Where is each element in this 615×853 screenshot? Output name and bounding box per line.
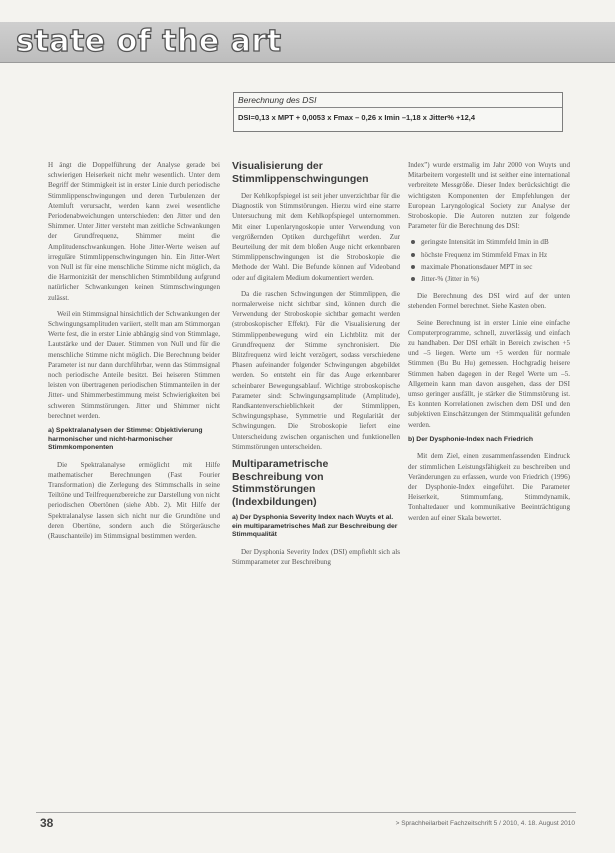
list-item: geringste Intensität im Stimmfeld Imin in dB	[408, 237, 570, 247]
paragraph: Der Kehlkopfspiegel ist seit jeher unverzichtbar für die Diagnostik von Stimmstörungen. Hierzu wird eine starre Untersuchung mit dem Kehlkopfspiegel unternommen. Mit einer Lupenlaryngoskopie unter Verwendung von vergrößernden Optiken durchgeführt werden. Zur Beurteilung der mit dem bloßen Auge nicht erkennbaren Stimmlippenschwingungen ist die Stroboskopie die Methode der Wahl. Die Befunde können auf Videoband oder auf digitalem Medium dokumentiert werden.	[232, 192, 400, 282]
page-number: 38	[40, 816, 54, 830]
paragraph: Index”) wurde erstmalig im Jahr 2000 von Wuyts und Mitarbeitern vorgestellt und ist seither eine international verbreitete Messgröße. Dieser Index berücksichtigt die wichtigsten Komponenten der Empfehlungen der European Laryngological Society zur Analyse der Stroboskopie. Die Autoren nutzten zur folgende Parameter für die Berechnung des DSI:	[408, 161, 570, 231]
paragraph: Mit dem Ziel, einen zusammenfassenden Eindruck der stimmlichen Leistungsfähigkeit zu beschreiben und Veränderungen zu erfassen, wurde von Friedrich (1996) der Dysphonie-Index eingeführt. Die Parameter Heiserkeit, Stimmumfang, Stimmdynamik, Tonhaltedauer und kommunikative Beeinträchtigung werden auf einer Skala bewertet.	[408, 452, 570, 522]
paragraph: Weil ein Stimmsignal hinsichtlich der Schwankungen der Schwingungsamplituden variiert, stellt man am Stimmorgan Werte fest, die in erster Linie abhängig sind von Stimmlage, Lautstärke und der Dauer. Stimmen von Null und für die menschliche Stimme nicht möglich. Die Berechnung beider Parameter ist nur dann durchführbar, wenn das Stimmsignal noch periodische Anteile besitzt. Bei heiseren Stimmen leisten von übertragenen periodischen Stimmanteilen in der Jitter- und Shimmerbestimmung meist Schwierigkeiten bei schweren Stimmstörungen. Jitter und Shimmer nicht berechnet werden.	[48, 309, 220, 420]
header-divider	[0, 62, 615, 63]
dsi-formula: DSI=0,13 x MPT + 0,0053 x Fmax – 0,26 x Imin –1,18 x Jitter% +12,4	[238, 113, 476, 122]
dsi-parameter-list	[408, 237, 570, 284]
paragraph: Da die raschen Schwingungen der Stimmlippen, die normalerweise nicht sichtbar sind, können durch die Verwendung der Stroboskopie sichtbar gemacht werden (stroboskopischer Effekt). Für die Visualisierung der Stimmlippenbewegung wird ein Lichtblitz mit der Grundfrequenz der Stimme synchronisiert. Die Blitzfrequenz wird leicht verzögert, sodass verschiedene Phasen aufeinander folgender Schwingungen abgebildet werden. So entsteht ein für das Auge erkennbarer scheinbarer Bewegungsablauf. Wichtige stroboskopische Parameter sind: Schwingungsamplitude (Amplitude), Randkantenverschieblichkeit der Stimmlippen, Schwingungsphase, Symmetrie und Regularität der Schwingungen. Die Stroboskopie liefert eine Unterscheidung zwischen organischen und funktionellen Stimmstörungen unterscheiden.	[232, 289, 400, 451]
paragraph: H ängt die Doppelführung der Analyse gerade bei schwierigen Heiserkeit nicht mehr wesentlich. Unter dem Begriff der Stimmigkeit ist in erster Linie durch periodische Stimmlippenschwingungen und deren Turbulenzen der Atemluft verursacht, werden kann zwei wesentliche Periodenabweichungen unterschieden: den Jitter und den Shimmer. Unter Jitter versteht man zeitliche Schwankungen der Grundfrequenz, Shimmer meint die Amplitudenschwankungen. Hohe Jitter-Werte weisen auf irreguläre Stimmlippenschwingungen hin. Ein Jitter-Wert von Null ist für eine menschliche Stimme nicht möglich, da die Harmonizität der menschlichen Stimmbildung aufgrund natürlicher Schwankungen keinen Stimmschwingungen zulässt.	[48, 161, 220, 302]
subheading-dysphonia-index: b) Der Dysphonie-Index nach Friedrich	[408, 435, 534, 443]
formula-box-divider	[234, 107, 562, 108]
paragraph: Die Berechnung des DSI wird auf der unten stehenden Formel berechnet. Siehe Kasten oben.	[408, 292, 570, 311]
text-column-1	[48, 160, 220, 547]
subheading-spectral-analysis: a) Spektralanalysen der Stimme: Objektivierung harmonischer und nicht-harmonischer Stimmkomponenten	[48, 427, 203, 452]
list-item: höchste Frequenz im Stimmfeld Fmax in Hz	[408, 250, 570, 260]
heading-multiparametric: Multiparametrische Beschreibung von Stimmstörungen (Indexbildungen)	[232, 458, 329, 508]
journal-footer: > Sprachheilarbeit Fachzeitschrift 5 / 2010, 4. 18. August 2010	[395, 820, 575, 827]
dsi-formula-box	[233, 92, 563, 132]
paragraph: Der Dysphonia Severity Index (DSI) empfiehlt sich als Stimmparameter zur Beschreibung	[232, 547, 400, 566]
heading-visualization: Visualisierung der Stimmlippenschwingungen	[232, 160, 369, 185]
footer-divider	[36, 812, 576, 813]
list-item: Jitter-% (Jitter in %)	[408, 274, 570, 284]
section-title: state of the art	[16, 24, 282, 59]
paragraph: Die Spektralanalyse ermöglicht mit Hilfe mathematischer Berechnungen (Fast Fourier Transformation) die Zerlegung des Stimmschalls in seine Teiltöne und Teilfrequenzbereiche zur Darstellung von nicht periodischen Obertönen (siehe Abb. 2). Mit Hilfe der Spektralanalyse lassen sich nicht nur die Grundtöne und deren Obertöne, sondern auch die Störgeräusche (Rauschanteile) im Stimmsignal bestimmen werden.	[48, 460, 220, 540]
text-column-2	[232, 160, 400, 573]
list-item: maximale Phonationsdauer MPT in sec	[408, 262, 570, 272]
formula-box-title: Berechnung des DSI	[238, 95, 317, 105]
text-column-3	[408, 160, 570, 529]
paragraph: Seine Berechnung ist in erster Linie eine einfache Computerprogramme, schnell, zuverlässig und einfach zu handhaben. Der DSI erhält in Bereich zwischen +5 und –5 liegen. Werte um +5 werden für normale Stimmen (Bu Bu Hu) gemessen. Hochgradig heisere Stimmen haben dagegen in der Regel Werte um –5. Allgemein kann man davon ausgehen, dass der DSI umso geringer ausfällt, je stärker die Stimmstörung ist. Es konnten Korrelationen zwischen dem DSI und den subjektiven Einschätzungen der Stimmqualität gefunden werden.	[408, 318, 570, 429]
subheading-dsi: a) Der Dysphonia Severity Index nach Wuyts et al. ein multiparametrisches Maß zur Beschreibung der Stimmqualität	[232, 514, 398, 539]
